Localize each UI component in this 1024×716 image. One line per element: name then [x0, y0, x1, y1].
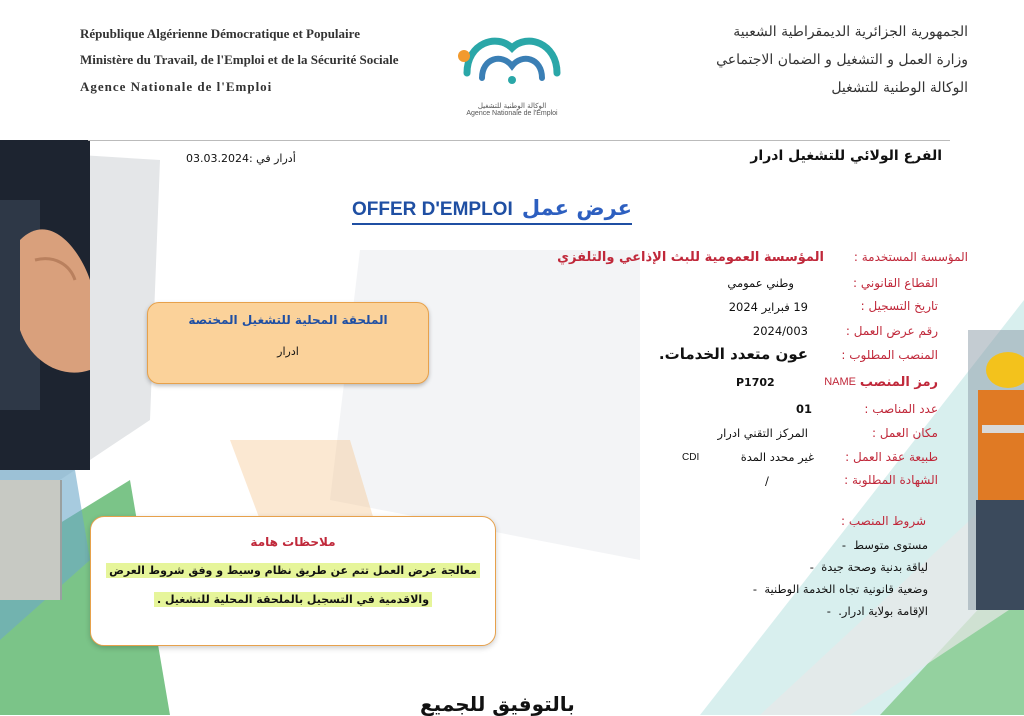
- anem-logo: [452, 18, 572, 128]
- conditions-list: [753, 534, 928, 622]
- header-fr-ministry: Ministère du Travail, de l'Emploi et de la Sécurité Sociale: [80, 52, 399, 67]
- header-fr-agency: Agence Nationale de l'Emploi: [80, 79, 273, 94]
- condition-item: وضعية قانونية تجاه الخدمة الوطنية -: [752, 582, 928, 596]
- date-line: أدرار في :03.03.2024: [186, 152, 296, 165]
- header-ar-agency: الوكالة الوطنية للتشغيل: [831, 80, 968, 96]
- header-ar-republic: الجمهورية الجزائرية الديمقراطية الشعبية: [733, 24, 968, 40]
- notes-title: ملاحظات هامة: [250, 535, 336, 549]
- count-label: عدد المناصب :: [864, 402, 938, 416]
- header-divider: [88, 140, 950, 141]
- agency-card-title: الملحقة المحلية للتشغيل المختصة: [188, 313, 388, 327]
- offer-no-label: رقم عرض العمل :: [845, 324, 938, 338]
- condition-item: لياقة بدنية وصحة جيدة -: [809, 560, 928, 574]
- reg-date-value: 19 فبراير 2024: [728, 300, 808, 314]
- sector-label: القطاع القانوني :: [853, 276, 938, 290]
- code-label: رمز المنصب: [859, 375, 938, 390]
- employer-label: المؤسسة المستخدمة :: [853, 250, 968, 264]
- offer-title-ar: عرض عمل: [521, 196, 632, 220]
- offer-title-fr: OFFER D'EMPLOI: [352, 199, 513, 220]
- employer-value: المؤسسة العمومية للبث الإذاعي والتلفزي: [557, 250, 824, 265]
- notes-line-1: معالجة عرض العمل تتم عن طريق نظام وسيط و وفق شروط العرض: [106, 563, 480, 578]
- agency-card: [147, 302, 429, 384]
- building-photo: [0, 480, 62, 600]
- condition-item: الإقامة بولاية ادرار. -: [826, 604, 928, 618]
- offer-title: [352, 196, 632, 225]
- handshake-photo: [0, 140, 90, 470]
- footer-wishes: بالتوفيق للجميع: [420, 692, 575, 716]
- logo-caption-ar: الوكالة الوطنية للتشغيل: [477, 102, 547, 110]
- code-value: P1702: [736, 376, 775, 389]
- worker-photo: [968, 330, 1024, 610]
- code-name: NAME: [824, 376, 856, 388]
- notes-box: [90, 516, 496, 646]
- header-fr-republic: République Algérienne Démocratique et Populaire: [80, 26, 360, 41]
- contract-label: طبيعة عقد العمل :: [845, 450, 938, 464]
- branch-name: الفرع الولائي للتشغيل ادرار: [750, 148, 942, 164]
- post-value: عون متعدد الخدمات.: [658, 345, 808, 363]
- sector-value: وطني عمومي: [727, 276, 794, 290]
- reg-date-label: تاريخ التسجيل :: [860, 299, 938, 313]
- contract-value: غير محدد المدة: [740, 450, 814, 464]
- count-value: 01: [796, 402, 813, 416]
- place-value: المركز التقني ادرار: [717, 426, 808, 440]
- header-ar-ministry: وزارة العمل و التشغيل و الضمان الاجتماعي: [716, 52, 968, 68]
- center-photo-shard: [330, 250, 640, 560]
- logo-caption-fr: Agence Nationale de l'Emploi: [466, 110, 558, 117]
- conditions-label: شروط المنصب :: [841, 514, 926, 528]
- place-label: مكان العمل :: [871, 426, 938, 440]
- offer-no-value: 2024/003: [752, 324, 808, 338]
- agency-card-value: ادرار: [277, 345, 299, 358]
- post-label: المنصب المطلوب :: [841, 348, 938, 362]
- notes-line-2: والاقدمية في التسجيل بالملحقة المحلية للتشغيل .: [154, 592, 432, 607]
- diploma-label: الشهادة المطلوبة :: [844, 473, 938, 487]
- contract-code: CDI: [682, 452, 700, 463]
- diploma-value: /: [765, 474, 769, 488]
- condition-item: مستوى متوسط -: [841, 538, 928, 552]
- anem-logo-icon: [452, 18, 572, 98]
